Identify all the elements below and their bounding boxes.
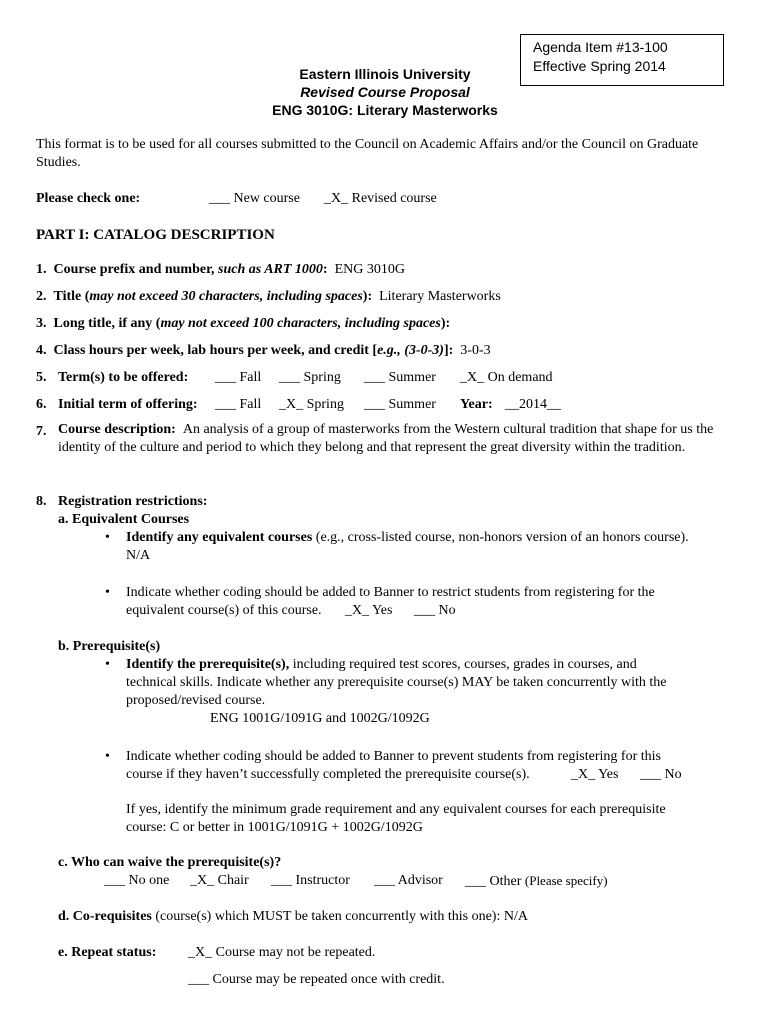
prereq-identify: Identify the prerequisite(s), including required test scores, courses, grades in courses, and xyxy=(126,657,637,672)
item-1: 1. Course prefix and number, such as ART 1000: ENG 3010G xyxy=(36,262,405,277)
term-demand-option[interactable]: _X_ On demand xyxy=(460,370,553,385)
waive-heading: c. Who can waive the prerequisite(s)? xyxy=(58,855,282,870)
bullet: • xyxy=(105,657,110,672)
bullet: • xyxy=(105,530,110,545)
course-title: ENG 3010G: Literary Masterworks xyxy=(272,102,498,118)
equivalent-identify: Identify any equivalent courses (e.g., cross-listed course, non-honors version of an honors course). xyxy=(126,530,689,545)
waive-chair-option[interactable]: _X_ Chair xyxy=(190,873,249,888)
item-5-num: 5. xyxy=(36,370,47,385)
prereq-yes-option[interactable]: _X_ Yes xyxy=(571,767,619,782)
item-4-value: 3-0-3 xyxy=(460,343,491,358)
new-course-option[interactable]: ___ New course xyxy=(209,191,300,206)
intro-text: This format is to be used for all courses submitted to the Council on Academic Affairs and/or the Council on Graduate Studies. xyxy=(36,137,699,170)
corequisites: d. Co-requisites (course(s) which MUST be taken concurrently with this one): N/A xyxy=(58,909,528,924)
prereq-identify-line2: technical skills. Indicate whether any prerequisite course(s) MAY be taken concurrently with the xyxy=(126,675,667,690)
course-description: An analysis of a group of masterworks from the Western cultural tradition that shape for us the identity of the culture and period to which they belong and that represent the great diversity within the tradition. xyxy=(58,422,714,455)
year-label: Year: xyxy=(460,397,493,412)
item-6-num: 6. xyxy=(36,397,47,412)
proposal-title: Revised Course Proposal xyxy=(300,84,470,100)
prereq-no-option[interactable]: ___ No xyxy=(640,767,682,782)
check-label: Please check one: xyxy=(36,191,141,206)
min-grade-line1: If yes, identify the minimum grade requirement and any equivalent courses for each prerequisite xyxy=(126,802,666,817)
item-6-label: Initial term of offering: xyxy=(58,397,198,412)
term-fall-option[interactable]: ___ Fall xyxy=(215,370,262,385)
min-grade-line2: course: C or better in 1001G/1091G + 1002G/1092G xyxy=(126,820,423,835)
item-7-num: 7. xyxy=(36,424,47,439)
equivalent-courses-heading: a. Equivalent Courses xyxy=(58,512,190,527)
item-5-label: Term(s) to be offered: xyxy=(58,370,189,385)
bullet: • xyxy=(105,749,110,764)
initial-spring-option[interactable]: _X_ Spring xyxy=(279,397,344,412)
revised-course-option[interactable]: _X_ Revised course xyxy=(324,191,437,206)
repeat-not-option[interactable]: _X_ Course may not be repeated. xyxy=(188,945,376,960)
initial-fall-option[interactable]: ___ Fall xyxy=(215,397,262,412)
prerequisites-heading: b. Prerequisite(s) xyxy=(58,639,161,654)
term-spring-option[interactable]: ___ Spring xyxy=(279,370,341,385)
agenda-item: Agenda Item #13-100 xyxy=(533,39,668,55)
prereq-coding-line2: course if they haven’t successfully completed the prerequisite course(s). xyxy=(126,767,530,782)
waive-none-option[interactable]: ___ No one xyxy=(104,873,170,888)
waive-other-option[interactable]: ___ Other (Please specify) xyxy=(465,873,608,889)
item-2: 2. Title (may not exceed 30 characters, including spaces): Literary Masterworks xyxy=(36,289,501,304)
equivalent-coding-text2: equivalent course(s) of this course. xyxy=(126,603,322,618)
agenda-box xyxy=(520,34,724,86)
prereq-identify-line3: proposed/revised course. xyxy=(126,693,266,708)
part1-heading: PART I: CATALOG DESCRIPTION xyxy=(36,227,275,243)
equivalent-coding-text: Indicate whether coding should be added to Banner to restrict students from registering for the xyxy=(126,585,655,600)
equivalent-yes-option[interactable]: _X_ Yes xyxy=(345,603,393,618)
equivalent-value: N/A xyxy=(126,548,151,563)
item-8-num: 8. xyxy=(36,494,47,509)
initial-summer-option[interactable]: ___ Summer xyxy=(364,397,436,412)
item-7: Course description: An analysis of a group of masterworks from the Western cultural tradition that shape for us the identity of the culture and period to which they belong and that represent the great diversity within the tradition. xyxy=(58,422,714,455)
year-value[interactable]: __2014__ xyxy=(505,397,561,412)
waive-advisor-option[interactable]: ___ Advisor xyxy=(374,873,443,888)
term-summer-option[interactable]: ___ Summer xyxy=(364,370,436,385)
prereq-coding-line1: Indicate whether coding should be added to Banner to prevent students from registering for this xyxy=(126,749,661,764)
item-1-value: ENG 3010G xyxy=(334,262,405,277)
item-3: 3. Long title, if any (may not exceed 100 characters, including spaces): xyxy=(36,316,451,331)
agenda-effective: Effective Spring 2014 xyxy=(533,58,666,74)
prereq-value: ENG 1001G/1091G and 1002G/1092G xyxy=(210,711,430,726)
repeat-once-option[interactable]: ___ Course may be repeated once with credit. xyxy=(188,972,445,987)
equivalent-no-option[interactable]: ___ No xyxy=(414,603,456,618)
bullet: • xyxy=(105,585,110,600)
repeat-status-label: e. Repeat status: xyxy=(58,945,157,960)
waive-instructor-option[interactable]: ___ Instructor xyxy=(271,873,350,888)
item-4: 4. Class hours per week, lab hours per week, and credit [e.g., (3-0-3)]: 3-0-3 xyxy=(36,343,491,358)
item-2-value: Literary Masterworks xyxy=(379,289,501,304)
university-name: Eastern Illinois University xyxy=(299,66,471,82)
item-8-label: Registration restrictions: xyxy=(58,494,208,509)
